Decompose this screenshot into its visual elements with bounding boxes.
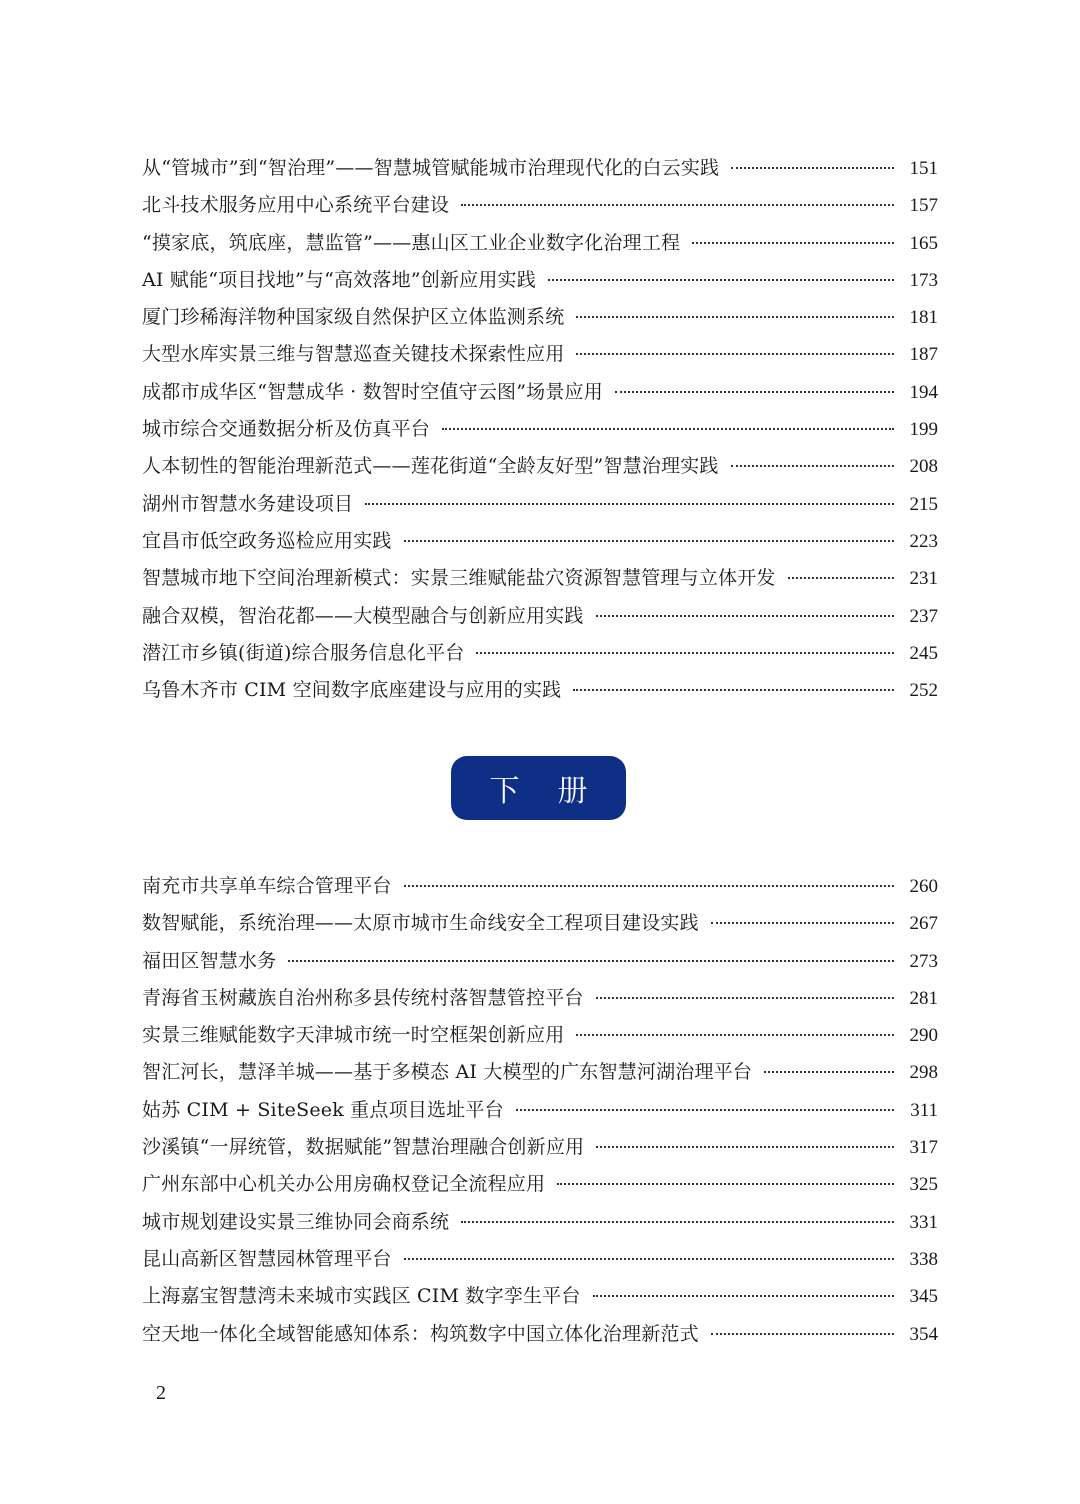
toc-entry-page: 237 xyxy=(909,605,938,627)
toc-entry-page: 354 xyxy=(909,1323,938,1345)
dot-leader xyxy=(288,960,894,962)
toc-lower-list xyxy=(142,868,938,1353)
toc-entry[interactable] xyxy=(142,1278,938,1315)
toc-entry-title: 从“管城市”到“智治理”——智慧城管赋能城市治理现代化的白云实践 xyxy=(142,157,720,179)
toc-entry-page: 331 xyxy=(909,1211,938,1233)
toc-entry-page: 267 xyxy=(909,913,938,935)
toc-entry-title: 昆山高新区智慧园林管理平台 xyxy=(142,1247,392,1270)
dot-leader xyxy=(596,615,894,617)
toc-entry-page: 181 xyxy=(909,307,938,329)
dot-leader xyxy=(576,1034,894,1036)
toc-entry-title: 城市规划建设实景三维协同会商系统 xyxy=(142,1210,450,1233)
dot-leader xyxy=(404,885,894,887)
toc-entry[interactable] xyxy=(142,262,938,299)
toc-entry-title: 广州东部中心机关办公用房确权登记全流程应用 xyxy=(142,1173,546,1196)
toc-entry-title: 大型水库实景三维与智慧巡查关键技术探索性应用 xyxy=(142,343,565,366)
toc-entry-page: 215 xyxy=(909,493,938,515)
toc-entry-page: 260 xyxy=(909,876,938,897)
toc-entry-page: 157 xyxy=(909,195,938,217)
dot-leader xyxy=(711,1333,894,1335)
dot-leader xyxy=(788,577,894,579)
toc-entry-page: 338 xyxy=(909,1248,938,1270)
dot-leader xyxy=(764,1071,894,1073)
dot-leader xyxy=(461,204,894,206)
toc-entry[interactable] xyxy=(142,1166,938,1203)
toc-entry-page: 273 xyxy=(909,950,938,972)
toc-entry-page: 223 xyxy=(909,530,938,552)
dot-leader xyxy=(615,391,894,393)
volume-heading-badge: 下册 xyxy=(451,756,626,820)
toc-entry-title: 潜江市乡镇(街道)综合服务信息化平台 xyxy=(142,641,465,664)
dot-leader xyxy=(596,997,894,999)
toc-entry[interactable] xyxy=(142,150,938,187)
toc-entry-page: 325 xyxy=(909,1174,938,1196)
toc-entry[interactable] xyxy=(142,635,938,672)
toc-entry-page: 245 xyxy=(909,642,938,664)
toc-entry-title: 南充市共享单车综合管理平台 xyxy=(142,875,392,897)
toc-entry[interactable] xyxy=(142,1054,938,1091)
toc-entry[interactable] xyxy=(142,374,938,411)
dot-leader xyxy=(711,922,894,924)
dot-leader xyxy=(442,428,894,430)
dot-leader xyxy=(692,242,894,244)
toc-entry-page: 208 xyxy=(909,456,938,478)
toc-entry-page: 252 xyxy=(909,680,938,702)
dot-leader xyxy=(516,1109,894,1111)
toc-entry-page: 317 xyxy=(909,1137,938,1159)
toc-entry-page: 194 xyxy=(909,381,938,403)
toc-entry-page: 199 xyxy=(909,419,938,441)
toc-entry-page: 173 xyxy=(909,269,938,291)
toc-entry[interactable] xyxy=(142,523,938,560)
toc-entry-title: 福田区智慧水务 xyxy=(142,949,277,972)
toc-entry[interactable] xyxy=(142,868,938,905)
toc-entry-page: 151 xyxy=(909,158,938,179)
toc-entry-title: 城市综合交通数据分析及仿真平台 xyxy=(142,418,431,441)
dot-leader xyxy=(731,465,894,467)
toc-entry[interactable] xyxy=(142,672,938,709)
toc-entry-title: 实景三维赋能数字天津城市统一时空框架创新应用 xyxy=(142,1024,565,1047)
toc-entry[interactable] xyxy=(142,905,938,942)
toc-entry[interactable] xyxy=(142,1316,938,1353)
toc-entry-title: AI 赋能“项目找地”与“高效落地”创新应用实践 xyxy=(142,268,536,291)
dot-leader xyxy=(404,540,894,542)
toc-entry-title: 姑苏 CIM + SiteSeek 重点项目选址平台 xyxy=(142,1098,504,1121)
toc-entry-page: 231 xyxy=(909,568,938,590)
page-number: 2 xyxy=(156,1382,166,1404)
toc-entry-title: “摸家底，筑底座，慧监管”——惠山区工业企业数字化治理工程 xyxy=(142,231,681,254)
toc-entry-title: 融合双模，智治花都——大模型融合与创新应用实践 xyxy=(142,604,584,627)
toc-entry[interactable] xyxy=(142,943,938,980)
toc-entry-title: 乌鲁木齐市 CIM 空间数字底座建设与应用的实践 xyxy=(142,679,562,702)
dot-leader xyxy=(557,1183,894,1185)
toc-entry[interactable] xyxy=(142,225,938,262)
dot-leader xyxy=(576,353,894,355)
toc-entry[interactable] xyxy=(142,448,938,485)
toc-entry-title: 宜昌市低空政务巡检应用实践 xyxy=(142,529,392,552)
toc-entry[interactable] xyxy=(142,560,938,597)
toc-entry-title: 人本韧性的智能治理新范式——莲花街道“全龄友好型”智慧治理实践 xyxy=(142,455,719,478)
toc-entry-title: 数智赋能，系统治理——太原市城市生命线安全工程项目建设实践 xyxy=(142,912,699,935)
toc-entry[interactable] xyxy=(142,1017,938,1054)
dot-leader xyxy=(461,1221,894,1223)
dot-leader xyxy=(365,503,894,505)
dot-leader xyxy=(731,167,894,169)
toc-entry-title: 成都市成华区“智慧成华 · 数智时空值守云图”场景应用 xyxy=(142,380,603,403)
toc-entry-title: 智汇河长，慧泽羊城——基于多模态 AI 大模型的广东智慧河湖治理平台 xyxy=(142,1061,753,1084)
dot-leader xyxy=(476,652,894,654)
toc-entry[interactable] xyxy=(142,1092,938,1129)
dot-leader xyxy=(548,279,894,281)
dot-leader xyxy=(404,1258,894,1260)
toc-entry-title: 青海省玉树藏族自治州称多县传统村落智慧管控平台 xyxy=(142,986,584,1009)
toc-entry[interactable] xyxy=(142,598,938,635)
toc-entry[interactable] xyxy=(142,1129,938,1166)
toc-entry-page: 345 xyxy=(909,1286,938,1308)
toc-entry-page: 311 xyxy=(910,1099,938,1121)
toc-entry-page: 281 xyxy=(909,987,938,1009)
toc-entry-page: 187 xyxy=(909,344,938,366)
toc-entry-title: 厦门珍稀海洋物种国家级自然保护区立体监测系统 xyxy=(142,306,565,329)
toc-entry[interactable] xyxy=(142,299,938,336)
toc-entry-title: 沙溪镇“一屏统管，数据赋能”智慧治理融合创新应用 xyxy=(142,1136,585,1159)
toc-entry-page: 290 xyxy=(909,1025,938,1047)
toc-entry[interactable] xyxy=(142,187,938,224)
toc-entry-title: 智慧城市地下空间治理新模式：实景三维赋能盐穴资源智慧管理与立体开发 xyxy=(142,567,776,590)
toc-entry[interactable] xyxy=(142,336,938,373)
toc-entry[interactable] xyxy=(142,1241,938,1278)
toc-entry-title: 湖州市智慧水务建设项目 xyxy=(142,492,354,515)
toc-entry-title: 空天地一体化全域智能感知体系：构筑数字中国立体化治理新范式 xyxy=(142,1322,699,1345)
toc-entry[interactable] xyxy=(142,411,938,448)
dot-leader xyxy=(596,1146,894,1148)
toc-entry[interactable] xyxy=(142,486,938,523)
toc-entry-page: 165 xyxy=(909,232,938,254)
dot-leader xyxy=(593,1295,894,1297)
toc-entry-page: 298 xyxy=(909,1062,938,1084)
toc-entry[interactable] xyxy=(142,1204,938,1241)
toc-entry-title: 上海嘉宝智慧湾未来城市实践区 CIM 数字孪生平台 xyxy=(142,1285,581,1308)
toc-upper-list xyxy=(142,150,938,709)
toc-entry[interactable] xyxy=(142,980,938,1017)
dot-leader xyxy=(573,689,894,691)
toc-entry-title: 北斗技术服务应用中心系统平台建设 xyxy=(142,194,450,217)
dot-leader xyxy=(576,316,894,318)
